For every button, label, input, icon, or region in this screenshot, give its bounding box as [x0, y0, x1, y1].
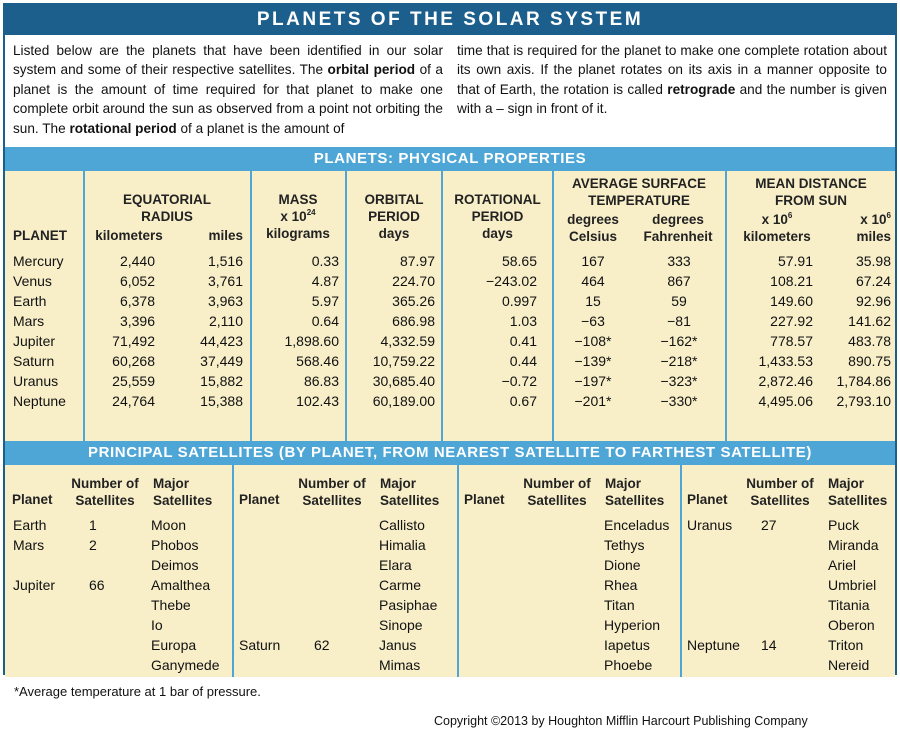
footnote: *Average temperature at 1 bar of pressure. — [14, 684, 261, 699]
sat-planet-name: Neptune — [687, 637, 740, 653]
cell-dmi: 890.75 — [848, 353, 891, 369]
cell-mass: 568.46 — [296, 353, 339, 369]
cell-c: −197* — [574, 373, 612, 389]
satellite-name: Ariel — [828, 557, 857, 573]
cell-f: −162* — [660, 333, 698, 349]
cell-mi: 44,423 — [200, 333, 243, 349]
cell-orbital: 686.98 — [392, 313, 435, 329]
cell-name: Venus — [13, 273, 52, 289]
header-distance-x: x 10 — [860, 212, 887, 227]
cell-mass: 4.87 — [311, 273, 339, 289]
header-temperature: AVERAGE SURFACE TEMPERATURE — [571, 176, 707, 208]
sat-planet-name: Saturn — [239, 637, 281, 653]
cell-orbital: 30,685.40 — [372, 373, 435, 389]
cell-km: 2,440 — [119, 253, 155, 269]
column-divider — [457, 465, 459, 677]
cell-dkm: 227.92 — [770, 313, 813, 329]
header-mass-unit: kilograms — [266, 226, 330, 241]
cell-f: −323* — [660, 373, 698, 389]
cell-f: −218* — [660, 353, 698, 369]
header-radius: EQUATORIAL RADIUS — [122, 192, 211, 224]
satellite-name: Hyperion — [604, 617, 661, 633]
cell-dmi: 2,793.10 — [836, 393, 891, 409]
cell-mi: 1,516 — [207, 253, 243, 269]
cell-dmi: 1,784.86 — [836, 373, 891, 389]
cell-c: 15 — [585, 293, 601, 309]
cell-rot: −0.72 — [501, 373, 537, 389]
planets-chart-panel — [3, 3, 897, 675]
cell-f: −330* — [660, 393, 698, 409]
sat-header-planet: Planet — [12, 492, 53, 507]
intro-text-part: time that is required for the planet to make one complete rotation about its own axis. If the planet rotates on its axis in a manner opposite to that of Earth, the rotation is called — [457, 43, 887, 97]
cell-dkm: 1,433.53 — [758, 353, 813, 369]
intro-term: rotational period — [69, 120, 177, 136]
satellite-name: Phobos — [151, 537, 199, 553]
cell-orbital: 365.26 — [392, 293, 435, 309]
sat-header-major: Major Satellites — [605, 476, 665, 508]
cell-name: Neptune — [13, 393, 66, 409]
cell-rot: 1.03 — [509, 313, 537, 329]
intro-text-part: of a planet is the amount of time required for that planet to make one complete orbit around the sun as observed from a point not orbiting the sun. The — [13, 62, 443, 136]
cell-km: 6,052 — [119, 273, 155, 289]
cell-dkm: 778.57 — [770, 333, 813, 349]
intro-text-part: of a planet is the amount of — [176, 120, 345, 136]
cell-dkm: 57.91 — [777, 253, 813, 269]
table-row — [5, 291, 895, 311]
intro-text-part: and the number is given with a – sign in front of it. — [457, 81, 887, 117]
sat-count: 14 — [761, 637, 777, 653]
satellite-name: Io — [151, 617, 163, 633]
sat-count: 2 — [89, 537, 97, 553]
table-row — [5, 311, 895, 331]
cell-mass: 1,898.60 — [284, 333, 339, 349]
cell-km: 3,396 — [119, 313, 155, 329]
header-distance-exponent: 6 — [787, 211, 793, 220]
header-rotational: ROTATIONAL PERIOD days — [454, 192, 541, 241]
cell-f: −81 — [667, 313, 691, 329]
cell-dkm: 108.21 — [770, 273, 813, 289]
header-radius-miles: miles — [208, 228, 243, 243]
satellite-name: Rhea — [604, 577, 638, 593]
sat-header-planet: Planet — [464, 492, 505, 507]
header-distance-mi-unit: miles — [856, 229, 891, 244]
table-row — [5, 351, 895, 371]
cell-f: 333 — [667, 253, 691, 269]
satellite-name: Mimas — [379, 657, 421, 673]
satellites-table — [5, 465, 895, 677]
sat-header-major: Major Satellites — [828, 476, 888, 508]
cell-orbital: 10,759.22 — [372, 353, 435, 369]
cell-km: 25,559 — [112, 373, 155, 389]
cell-f: 59 — [671, 293, 687, 309]
sat-count: 27 — [761, 517, 777, 533]
table-row — [5, 391, 895, 411]
cell-dmi: 35.98 — [855, 253, 891, 269]
cell-c: 167 — [581, 253, 605, 269]
cell-km: 24,764 — [112, 393, 155, 409]
sat-header-planet: Planet — [687, 492, 728, 507]
table-row — [5, 331, 895, 351]
satellite-name: Sinope — [379, 617, 423, 633]
sat-count: 66 — [89, 577, 105, 593]
cell-mi: 37,449 — [200, 353, 243, 369]
cell-orbital: 87.97 — [399, 253, 435, 269]
cell-mi: 3,963 — [207, 293, 243, 309]
satellite-name: Enceladus — [604, 517, 670, 533]
satellite-name: Himalia — [379, 537, 426, 553]
cell-f: 867 — [667, 273, 691, 289]
column-divider — [232, 465, 234, 677]
cell-dmi: 141.62 — [848, 313, 891, 329]
cell-c: −108* — [574, 333, 612, 349]
header-radius-km: kilometers — [95, 228, 163, 243]
cell-mass: 5.97 — [311, 293, 339, 309]
table-row — [5, 371, 895, 391]
cell-rot: −243.02 — [486, 273, 537, 289]
satellite-name: Umbriel — [828, 577, 877, 593]
cell-mass: 86.83 — [303, 373, 339, 389]
header-mass-exponent: 24 — [306, 208, 316, 217]
header-mass-scale — [253, 208, 343, 225]
cell-c: −139* — [574, 353, 612, 369]
cell-dmi: 92.96 — [855, 293, 891, 309]
cell-rot: 58.65 — [501, 253, 537, 269]
sat-header-major: Major Satellites — [380, 476, 440, 508]
cell-dkm: 149.60 — [770, 293, 813, 309]
header-planet: PLANET — [13, 228, 67, 243]
column-divider — [680, 465, 682, 677]
cell-mass: 0.33 — [311, 253, 339, 269]
header-distance-x: x 10 — [761, 212, 788, 227]
cell-rot: 0.997 — [501, 293, 537, 309]
cell-mass: 0.64 — [311, 313, 339, 329]
cell-c: 464 — [581, 273, 605, 289]
satellite-name: Moon — [151, 517, 187, 533]
satellite-name: Europa — [151, 637, 197, 653]
cell-name: Uranus — [13, 373, 59, 389]
header-distance-mi-scale — [829, 211, 891, 228]
sat-header-number: Number of Satellites — [71, 476, 139, 508]
cell-dmi: 67.24 — [855, 273, 891, 289]
satellite-name: Thebe — [151, 597, 191, 613]
sat-planet-name: Jupiter — [13, 577, 56, 593]
cell-dkm: 4,495.06 — [758, 393, 813, 409]
satellite-name: Oberon — [828, 617, 875, 633]
intro-column-right — [457, 41, 887, 139]
satellite-name: Titan — [604, 597, 635, 613]
cell-km: 71,492 — [112, 333, 155, 349]
sat-header-planet: Planet — [239, 492, 280, 507]
sat-count: 62 — [314, 637, 330, 653]
satellite-name: Iapetus — [604, 637, 650, 653]
header-distance-miles — [829, 211, 891, 245]
satellite-name: Janus — [379, 637, 417, 653]
sat-planet-name: Earth — [13, 517, 47, 533]
header-distance: MEAN DISTANCE FROM SUN — [755, 176, 867, 208]
page-title: PLANETS OF THE SOLAR SYSTEM — [5, 5, 895, 35]
header-distance-exponent: 6 — [886, 211, 891, 220]
header-distance-km-scale — [735, 211, 819, 228]
cell-c: −201* — [574, 393, 612, 409]
cell-km: 60,268 — [112, 353, 155, 369]
cell-name: Saturn — [13, 353, 55, 369]
cell-mi: 15,882 — [200, 373, 243, 389]
header-distance-km — [735, 211, 819, 245]
header-temp-fahrenheit: degrees Fahrenheit — [643, 212, 713, 244]
sat-planet-name: Mars — [13, 537, 45, 553]
satellite-name: Phoebe — [604, 657, 653, 673]
intro-text — [13, 41, 887, 139]
planets-table — [5, 171, 895, 441]
cell-orbital: 224.70 — [392, 273, 435, 289]
sat-header-number: Number of Satellites — [523, 476, 591, 508]
header-distance-km-unit: kilometers — [743, 229, 811, 244]
cell-rot: 0.67 — [509, 393, 537, 409]
cell-mi: 3,761 — [207, 273, 243, 289]
sat-header-number: Number of Satellites — [746, 476, 814, 508]
sat-count: 1 — [89, 517, 97, 533]
sat-header-number: Number of Satellites — [298, 476, 366, 508]
cell-dkm: 2,872.46 — [758, 373, 813, 389]
planets-section-title: PLANETS: PHYSICAL PROPERTIES — [5, 147, 895, 171]
table-row — [5, 251, 895, 271]
satellite-name: Titania — [828, 597, 870, 613]
cell-name: Mars — [13, 313, 45, 329]
cell-orbital: 4,332.59 — [380, 333, 435, 349]
table-row — [5, 271, 895, 291]
header-mass-label: MASS — [278, 192, 318, 207]
header-mass-x: x 10 — [280, 209, 307, 224]
satellite-name: Ganymede — [151, 657, 220, 673]
cell-rot: 0.44 — [509, 353, 537, 369]
satellite-name: Dione — [604, 557, 641, 573]
cell-orbital: 60,189.00 — [372, 393, 435, 409]
sat-planet-name: Uranus — [687, 517, 733, 533]
cell-mi: 15,388 — [200, 393, 243, 409]
satellite-name: Amalthea — [151, 577, 211, 593]
satellite-name: Callisto — [379, 517, 425, 533]
satellite-name: Nereid — [828, 657, 870, 673]
satellite-name: Pasiphae — [379, 597, 438, 613]
satellites-section-title: PRINCIPAL SATELLITES (BY PLANET, FROM NEAREST SATELLITE TO FARTHEST SATELLITE) — [5, 441, 895, 465]
satellite-name: Puck — [828, 517, 860, 533]
cell-mi: 2,110 — [209, 313, 243, 329]
copyright: Copyright ©2013 by Houghton Mifflin Harcourt Publishing Company — [434, 714, 808, 728]
satellite-name: Miranda — [828, 537, 879, 553]
satellite-name: Elara — [379, 557, 412, 573]
cell-rot: 0.41 — [509, 333, 537, 349]
cell-dmi: 483.78 — [848, 333, 891, 349]
intro-term: orbital period — [327, 62, 416, 78]
cell-name: Mercury — [13, 253, 64, 269]
cell-c: −63 — [581, 313, 605, 329]
satellite-name: Carme — [379, 577, 422, 593]
cell-mass: 102.43 — [296, 393, 339, 409]
header-orbital: ORBITAL PERIOD days — [364, 192, 424, 241]
satellite-name: Tethys — [604, 537, 645, 553]
header-mass — [253, 191, 343, 242]
cell-km: 6,378 — [119, 293, 155, 309]
cell-name: Earth — [13, 293, 47, 309]
cell-name: Jupiter — [13, 333, 56, 349]
sat-header-major: Major Satellites — [153, 476, 213, 508]
satellite-name: Deimos — [151, 557, 199, 573]
intro-column-left — [13, 41, 443, 139]
intro-text-part: Listed below are the planets that have been identified in our solar system and some of their respective satellites. The — [13, 43, 443, 78]
intro-term: retrograde — [667, 81, 736, 97]
satellite-name: Triton — [828, 637, 864, 653]
header-temp-celsius: degrees Celsius — [567, 212, 619, 244]
